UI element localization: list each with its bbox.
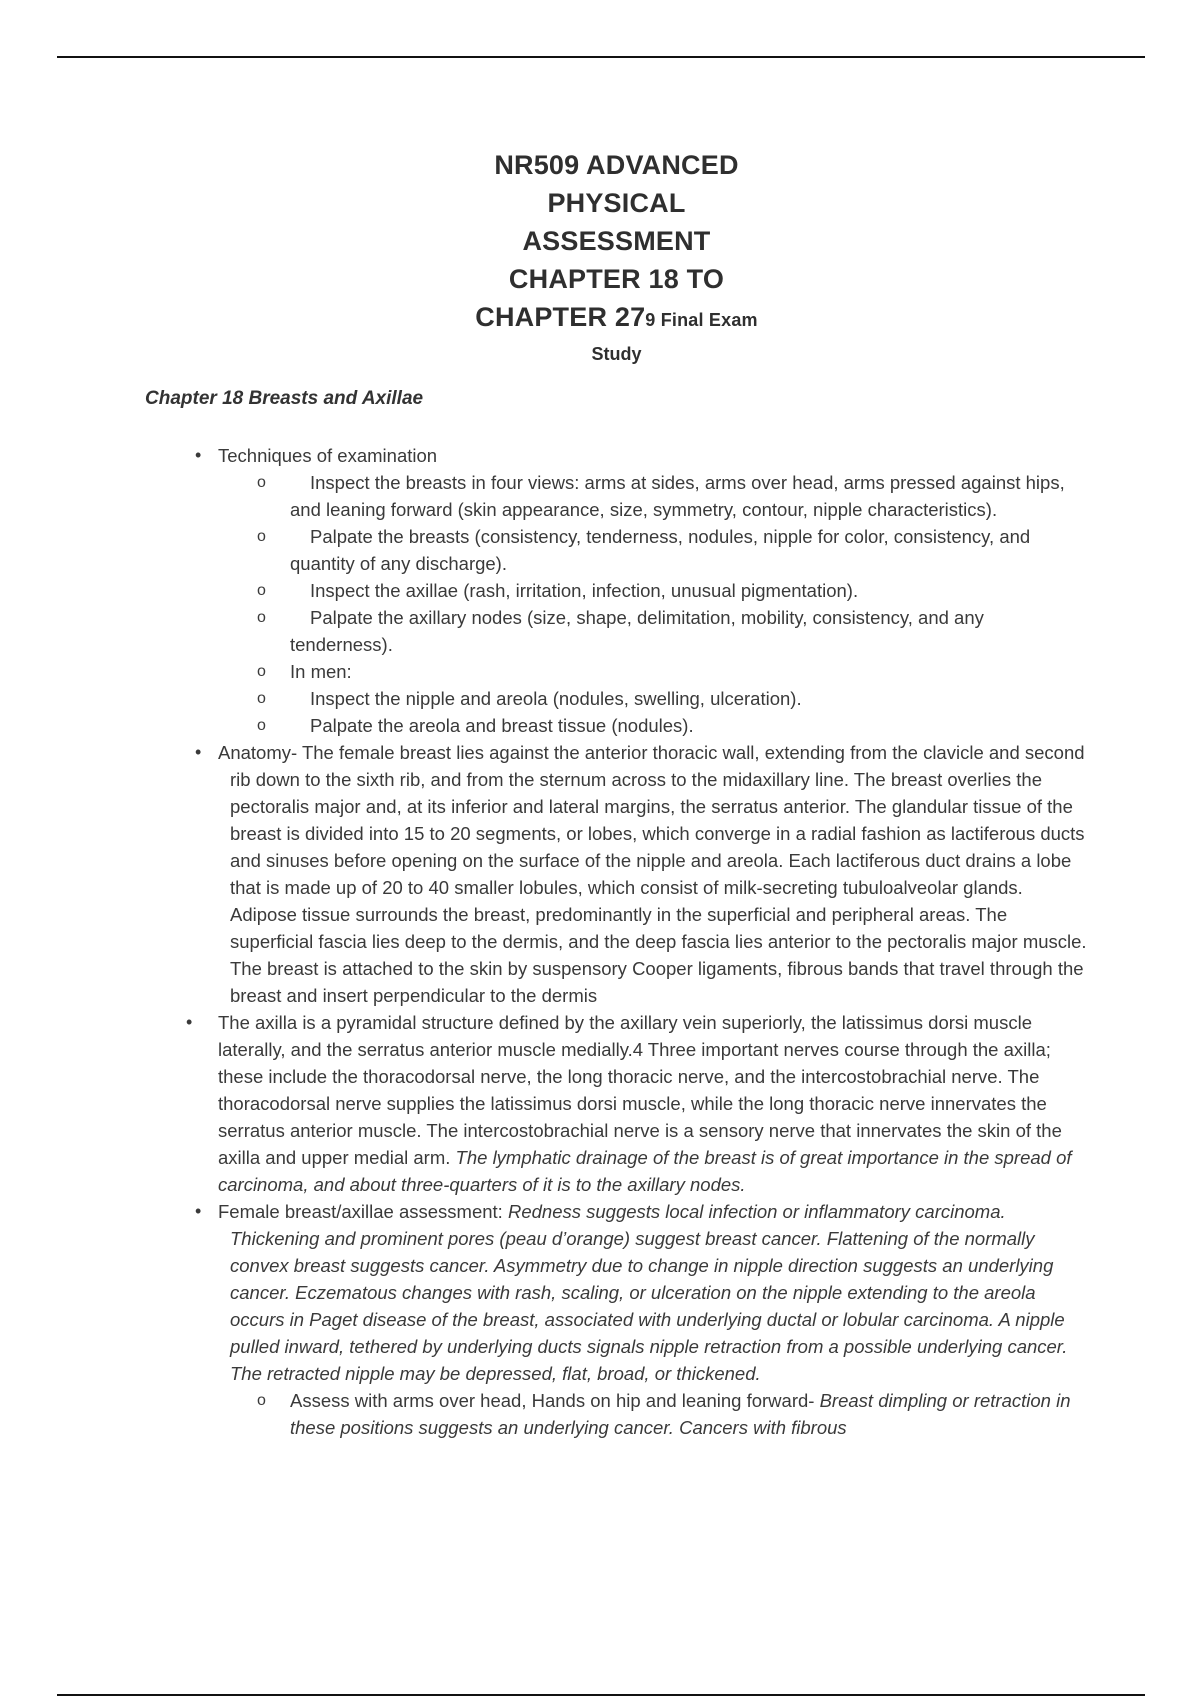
bullet-axilla (0, 1009, 1200, 1198)
bullet-techniques (0, 442, 1200, 469)
circle-bullet-icon: o (257, 609, 266, 626)
bullet-text-italic: The lymphatic drainage of the breast is of great importance in the spread of carcinoma, and about three-quarters of it is to the axillary nodes. (218, 1147, 1072, 1195)
title-final-exam: 9 Final Exam (645, 310, 758, 330)
bullet-icon: • (186, 1012, 193, 1032)
circle-bullet-icon: o (257, 528, 266, 545)
circle-bullet-icon: o (257, 663, 266, 680)
circle-bullet-icon: o (257, 717, 266, 734)
title-line: CHAPTER 18 TO (508, 264, 725, 294)
top-rule (57, 56, 1145, 58)
circle-bullet-icon: o (257, 1392, 266, 1409)
list-item: o Palpate the axillary nodes (size, shape, delimitation, mobility, consistency, and any tenderness). (0, 604, 1200, 658)
list-item: o Inspect the breasts in four views: arms at sides, arms over head, arms pressed against hips, and leaning forward (skin appearance, size, symmetry, contour, nipple characteristics). (0, 469, 1200, 523)
list-item: o Palpate the breasts (consistency, tenderness, nodules, nipple for color, consistency, and quantity of any discharge). (0, 523, 1200, 577)
title-chapter-27: CHAPTER 27 (475, 302, 646, 332)
chapter-heading: Chapter 18 Breasts and Axillae (145, 388, 424, 409)
bullet-icon: • (195, 742, 202, 762)
list-item: o Assess with arms over head, Hands on hip and leaning forward- Breast dimpling or retraction in these positions suggests an underlying cancer. Cancers with fibrous (0, 1387, 1200, 1441)
title-line: ASSESSMENT (522, 226, 711, 256)
circle-bullet-icon: o (257, 582, 266, 599)
document-title (0, 146, 1200, 367)
title-study: Study (591, 344, 642, 364)
title-line: NR509 ADVANCED (494, 150, 739, 180)
title-line-final (0, 298, 1200, 339)
list-item: o Inspect the axillae (rash, irritation, infection, unusual pigmentation). (0, 577, 1200, 604)
bullet-text: Anatomy- The female breast lies against the anterior thoracic wall, extending from the clavicle and second rib down to the sixth rib, and from the sternum across to the midaxillary line. The breast overlies the pectoralis major and, at its inferior and lateral margins, the serratus anterior. The glandular tissue of the breast is divided into 15 to 20 segments, or lobes, which converge in a radial fashion as lactiferous ducts and sinuses before opening on the surface of the nipple and areola. Each lactiferous duct drains a lobe that is made up of 20 to 40 smaller lobules, which consist of milk-secreting tubuloalveolar glands. Adipose tissue surrounds the breast, predominantly in the superficial and peripheral areas. The superficial fascia lies deep to the dermis, and the deep fascia lies anterior to the pectoralis major muscle. The breast is attached to the skin by suspensory Cooper ligaments, fibrous bands that travel through the breast and insert perpendicular to the dermis (218, 742, 1087, 1006)
bullet-text-italic: Redness suggests local infection or inflammatory carcinoma. Thickening and prominent pores (peau d’orange) suggest breast cancer. Flattening of the normally convex breast suggests cancer. Asymmetry due to change in nipple direction suggests an underlying cancer. Eczematous changes with rash, scaling, or ulceration on the nipple extending to the areola occurs in Paget disease of the breast, associated with underlying ductal or lobular carcinoma. A nipple pulled inward, tethered by underlying ducts signals nipple retraction from a possible underlying cancer. The retracted nipple may be depressed, flat, broad, or thickened. (230, 1201, 1068, 1384)
title-line: PHYSICAL (547, 188, 686, 218)
assessment-sublist (0, 1387, 1200, 1441)
bullet-female-assessment (0, 1198, 1200, 1387)
bullet-icon: • (195, 1201, 202, 1221)
techniques-list (0, 469, 1200, 739)
circle-bullet-icon: o (257, 690, 266, 707)
bullet-text: The axilla is a pyramidal structure defined by the axillary vein superiorly, the latissimus dorsi muscle laterally, and the serratus anterior muscle medially.4 Three important nerves course through the axilla; these include the thoracodorsal nerve, the long thoracic nerve, and the intercostobrachial nerve. The thoracodorsal nerve supplies the latissimus dorsi muscle, while the long thoracic nerve innervates the serratus anterior muscle. The intercostobrachial nerve is a sensory nerve that innervates the skin of the axilla and upper medial arm. (218, 1012, 1062, 1168)
notes-body (0, 442, 1200, 1441)
bullet-anatomy (0, 739, 1200, 1009)
list-item: o In men: (0, 658, 1200, 685)
list-item: o Inspect the nipple and areola (nodules, swelling, ulceration). (0, 685, 1200, 712)
list-item: o Palpate the areola and breast tissue (nodules). (0, 712, 1200, 739)
bullet-text: Techniques of examination (218, 445, 438, 466)
circle-bullet-icon: o (257, 474, 266, 491)
bullet-icon: • (195, 445, 202, 465)
bottom-rule (57, 1694, 1145, 1696)
bullet-text: Female breast/axillae assessment: (218, 1201, 508, 1222)
